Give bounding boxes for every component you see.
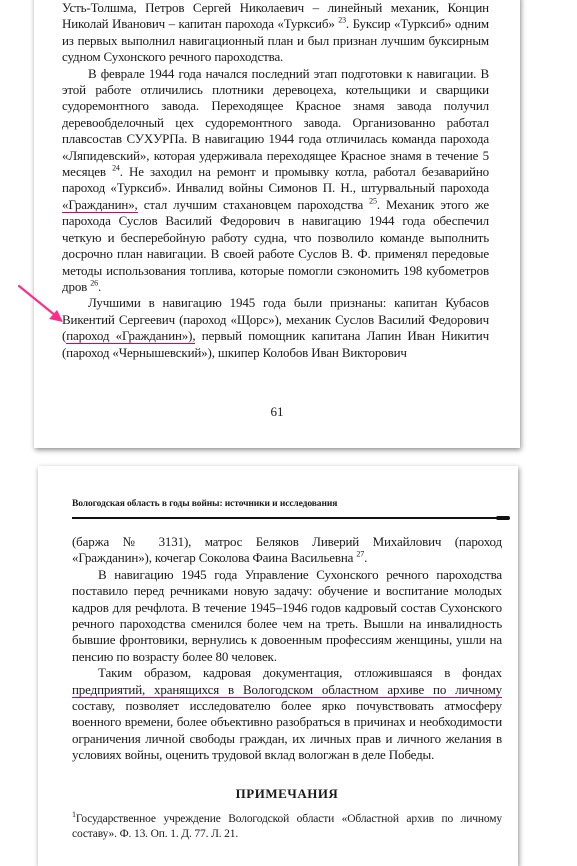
footnote-ref: 27: [356, 550, 365, 560]
text-run: (баржа № 3131), матрос Беляков Ливерий Михайлович (пароход «Гражданин»), кочегар Соколова Фаина Васильевна: [72, 534, 502, 566]
page-62-body: [72, 534, 502, 841]
footnote-ref: 23: [338, 16, 346, 26]
paragraph: В навигацию 1945 года Управление Сухонского речного пароходства поставило перед речниками новую задачу: обучение и воспитание молодых кадров для речфлота. В течение 1945–1946 годов кадровый состав Сухонского речного пароходства сменился более чем на треть. Вышли на инвалидность бывшие фронтовики, вернулись к довоенным профессиям женщины, ушли на пенсию по возрасту более 80 человек.: [72, 566, 502, 664]
text-run: Лучшими в навигацию 1945 года были признаны: капитан Кубасов Викентий Сергеевич (пароход «Щорс»), механик Суслов Василий Федорович (: [62, 295, 489, 344]
paragraph: [72, 665, 502, 763]
footnote-ref: 25: [369, 196, 377, 206]
page-number: 61: [270, 404, 284, 419]
page-62: [38, 466, 518, 866]
text-run: В феврале 1944 года начался последний этап подготовки к навигации. В этой работе отличились плотники деревоцеха, котельщики и сварщики судоремонтного завода. Переходящее Красное знамя завода получил деревообделочный цех судоремонтного завода. Организованно работал плавсостав СУХУРПа. В навигацию 1944 года отличилась команда парохода «Ляпидевский», которая удерживала переходящее Красное знамя в течение 5 месяцев: [62, 65, 489, 180]
page-61-body: [62, 0, 489, 361]
footnote-ref: 26: [90, 278, 98, 288]
text-run: Механик этого же парохода Суслов Василий Федорович в навигацию 1944 года обеспечил четкую и бесперебойную работу судна, что позволило команде выполнить досрочно план навигации. В своей работе Суслов В. Ф. применял передовые методы использования топлива, которые помогли сэкономить 198 кубометров дров: [62, 196, 489, 294]
page-61: [34, 0, 520, 448]
note-1: [72, 812, 502, 841]
paragraph: В феврале 1944 года начался последний этап подготовки к навигации. В этой работе отличились плотники деревоцеха, котельщики и сварщики судоремонтного завода. Переходящее Красное знамя завода получил деревообделочный цех судоремонтного завода. Организованно работал плавсостав СУХУРПа. В навигацию 1944 года отличилась команда парохода «Ляпидевский», которая удерживала переходящее Красное знамя в течение 5 месяцев $^{24}$. Не заходил на ремонт и промывку котла, работал безаварийно пароход «Турксиб». Инвалид войны Симонов П. Н., штурвальный парохода «Гражданин», стал лучшим стахановцем пароходства $^{25}$. Механик этого же парохода Суслов Василий Федорович в навигацию 1944 года обеспечил четкую и бесперебойную работу судна, что позволило команде выполнить досрочно план навигации. В своей работе Суслов В. Ф. применял передовые методы использования топлива, которые помогли сэкономить 198 кубометров дров $^{26}$.: [62, 65, 489, 294]
pink-arrow-icon: [16, 283, 68, 327]
paragraph: [62, 295, 489, 361]
text-run: составу, позволяет исследователю более ярко почувствовать атмосферу военного времени, более объективно разобраться в причинах и необходимости ограничения личной свободы граждан, их личных прав и личного желания в условиях войны, оценить трудовой вклад вологжан в деле Победы.: [72, 698, 502, 763]
paragraph: (баржа № 3131), матрос Беляков Ливерий Михайлович (пароход «Гражданин»), кочегар Соколова Фаина Васильевна $^{27}$.: [72, 534, 502, 566]
highlighted-text: предприятий, хранящихся в Вологодском областном архиве по личному: [72, 681, 502, 697]
footnote-ref: 24: [112, 163, 120, 173]
text-run: Таким образом, кадровая документация, отложившаяся в фондах: [98, 665, 502, 681]
note-number: 1: [72, 810, 76, 820]
text-run: Буксир «Турксиб» одним из первых выполнил навигационный план и был признан лучшим буксирным судном Сухонского речного пароходства.: [62, 16, 489, 65]
highlighted-text: пароход «Гражданин»),: [66, 328, 196, 344]
note-text: Государственное учреждение Вологодской области «Областной архив по личному составу». Ф. 13. Оп. 1. Д. 77. Л. 21.: [72, 813, 502, 840]
header-rule: [72, 517, 500, 519]
running-head: Вологодская область в годы войны: источники и исследования: [72, 499, 338, 509]
highlighted-text: «Гражданин»,: [62, 196, 138, 212]
text-run: Усть-Толшма, Петров Сергей Николаевич – линейный механик, Концин Николай Иванович – капитан парохода «Турксиб»: [62, 0, 489, 32]
paragraph: Усть-Толшма, Петров Сергей Николаевич – линейный механик, Концин Николай Иванович – капитан парохода «Турксиб» $^{23}$. Буксир «Турксиб» одним из первых выполнил навигационный план и был признан лучшим буксирным судном Сухонского речного пароходства.: [62, 0, 489, 65]
notes-title: ПРИМЕЧАНИЯ: [235, 785, 339, 801]
text-run: Не заходил на ремонт и промывку котла, работал безаварийно пароход «Турксиб». Инвалид войны Симонов П. Н., штурвальный парохода: [62, 164, 489, 196]
text-run: первый помощник капитана Лапин Иван Никитич (пароход «Чернышевский»), шкипер Колобов Иван Викторович: [62, 328, 489, 360]
text-run: стал лучшим стахановцем пароходства: [143, 196, 364, 212]
